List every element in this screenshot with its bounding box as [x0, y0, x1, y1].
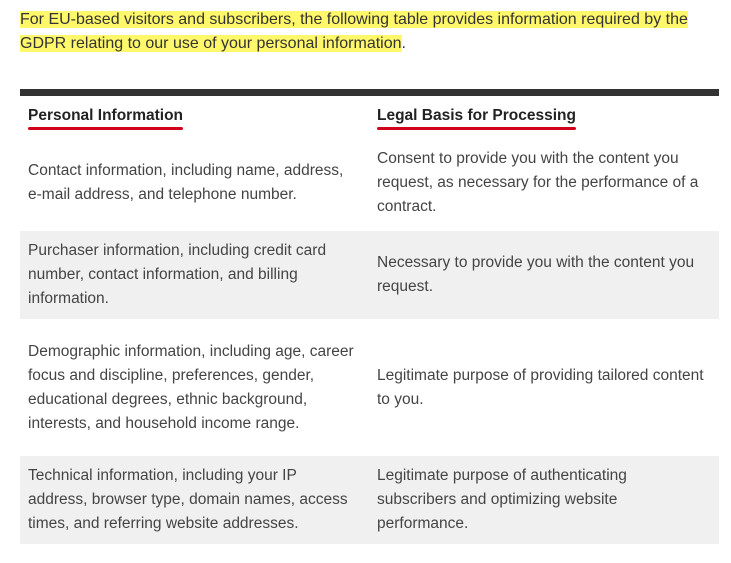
legal-basis-cell: Necessary to provide you with the content you request.	[377, 254, 695, 295]
table-row	[20, 135, 719, 231]
table-row	[20, 231, 719, 319]
intro-tail: .	[401, 35, 406, 52]
intro-highlighted-text: For EU-based visitors and subscribers, the following table provides information required by the GDPR relating to our use of your personal information	[20, 11, 688, 52]
personal-info-cell: Technical information, including your IP address, browser type, domain names, access times, and referring website addresses.	[28, 467, 348, 532]
legal-basis-cell: Legitimate purpose of providing tailored content to you.	[377, 366, 704, 408]
table-row	[20, 319, 719, 456]
header-legal-basis	[369, 96, 719, 135]
table-row	[20, 456, 719, 544]
header-personal-information-label: Personal Information	[28, 107, 184, 124]
personal-info-cell: Purchaser information, including credit card number, contact information, and billing information.	[28, 242, 327, 307]
legal-basis-cell: Consent to provide you with the content you request, as necessary for the performance of a contract.	[377, 150, 699, 215]
personal-info-cell: Contact information, including name, address, e-mail address, and telephone number.	[28, 162, 344, 203]
gdpr-table	[20, 89, 719, 563]
header-underline	[377, 127, 576, 130]
personal-info-cell: Demographic information, including age, career focus and discipline, preferences, gender, educational degrees, ethnic background, interests, and household income range.	[28, 342, 354, 432]
legal-basis-cell: Legitimate purpose of authenticating subscribers and optimizing website performance.	[377, 467, 627, 532]
table-header-row	[20, 96, 719, 135]
intro-paragraph	[20, 8, 720, 56]
header-personal-information	[20, 96, 369, 135]
header-legal-basis-label: Legal Basis for Processing	[377, 107, 576, 124]
table-top-bar	[20, 89, 719, 96]
header-underline	[28, 127, 183, 130]
